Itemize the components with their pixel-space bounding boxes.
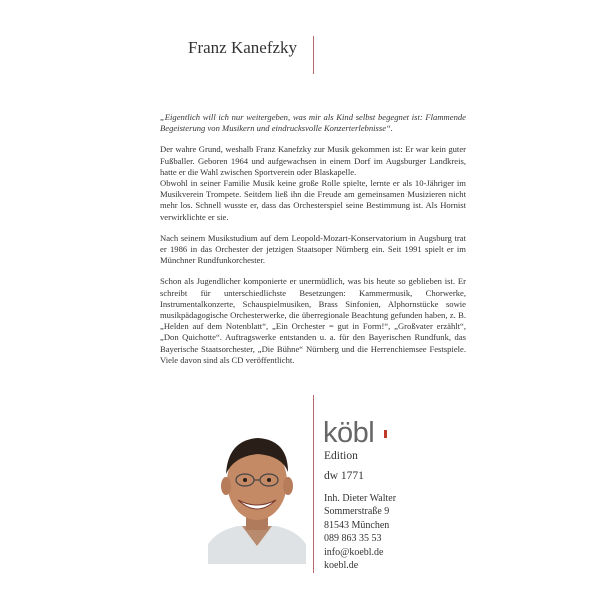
street-address: Sommerstraße 9: [324, 506, 390, 518]
biography-text: [160, 112, 466, 376]
divider-line-bottom: [313, 395, 314, 573]
city-address: 81543 München: [324, 519, 390, 531]
bio-paragraph-2: Obwohl in seiner Familie Musik keine große Rolle spielte, lernte er als 10-Jähriger im Musikverein Trompete. Seitdem ließ ihn die Freude am gemeinsamen Musizieren nicht mehr los. Schnell wusste er, dass das Orchesterspiel seine Bestimmung ist. Als Hornist verwirklichte er sie.: [160, 178, 466, 222]
author-title: Franz Kanefzky: [188, 38, 298, 57]
bio-paragraph-4: Schon als Jugendlicher komponierte er unermüdlich, was bis heute so geblieben ist. Er schreibt für unterschiedlichste Besetzungen: Kammermusik, Chorwerke, Instrumentalkonzerte, Schauspielmusiken, Brass Sinfonien, Alphornstücke sowie musikpädagogische Orchesterwerke, die überregionale Beachtung gefunden haben, z. B. „Helden auf dem Notenblatt“, „Ein Orchester = gut in Form!“, „Großvater erzählt“, „Don Quichotte“. Auftragswerke entstanden u. a. für den Bayerischen Rundfunk, das Bayerische Staatsorchester, „Die Bühne“ Nürnberg und die Herrenchiemsee Festspiele. Viele davon sind als CD veröffentlicht.: [160, 276, 466, 365]
quote-text: „Eigentlich will ich nur weitergeben, was mir als Kind selbst begegnet ist: Flammende Begeisterung von Musikern und eindrucksvolle Konzerterlebnisse“.: [160, 112, 466, 134]
owner-name: Inh. Dieter Walter: [324, 493, 397, 504]
edition-label: Edition: [324, 450, 358, 462]
logo-accent-mark: [384, 430, 387, 438]
bio-paragraph-1: Der wahre Grund, weshalb Franz Kanefzky zur Musik gekommen ist: Er war kein guter Fußballer. Geboren 1964 und aufgewachsen in einem Dorf im Augsburger Landkreis, hatte er die Wahl zwischen Sportverein oder Blaskapelle.: [160, 144, 466, 177]
website: koebl.de: [324, 560, 359, 572]
publisher-contact: [324, 492, 396, 572]
divider-line-top: [313, 36, 314, 74]
email-address: info@koebl.de: [324, 546, 384, 558]
publisher-logo: köbl: [323, 417, 375, 449]
author-photo: [208, 426, 306, 564]
bio-paragraph-3: Nach seinem Musikstudium auf dem Leopold-Mozart-Konservatorium in Augsburg trat er 1986 in das Orchester der jetzigen Staatsoper Nürnberg ein. Seit 1991 spielt er im Münchner Rundfunkorchester.: [160, 232, 466, 266]
phone-number: 089 863 35 53: [324, 533, 382, 545]
catalog-number: dw 1771: [324, 470, 364, 482]
